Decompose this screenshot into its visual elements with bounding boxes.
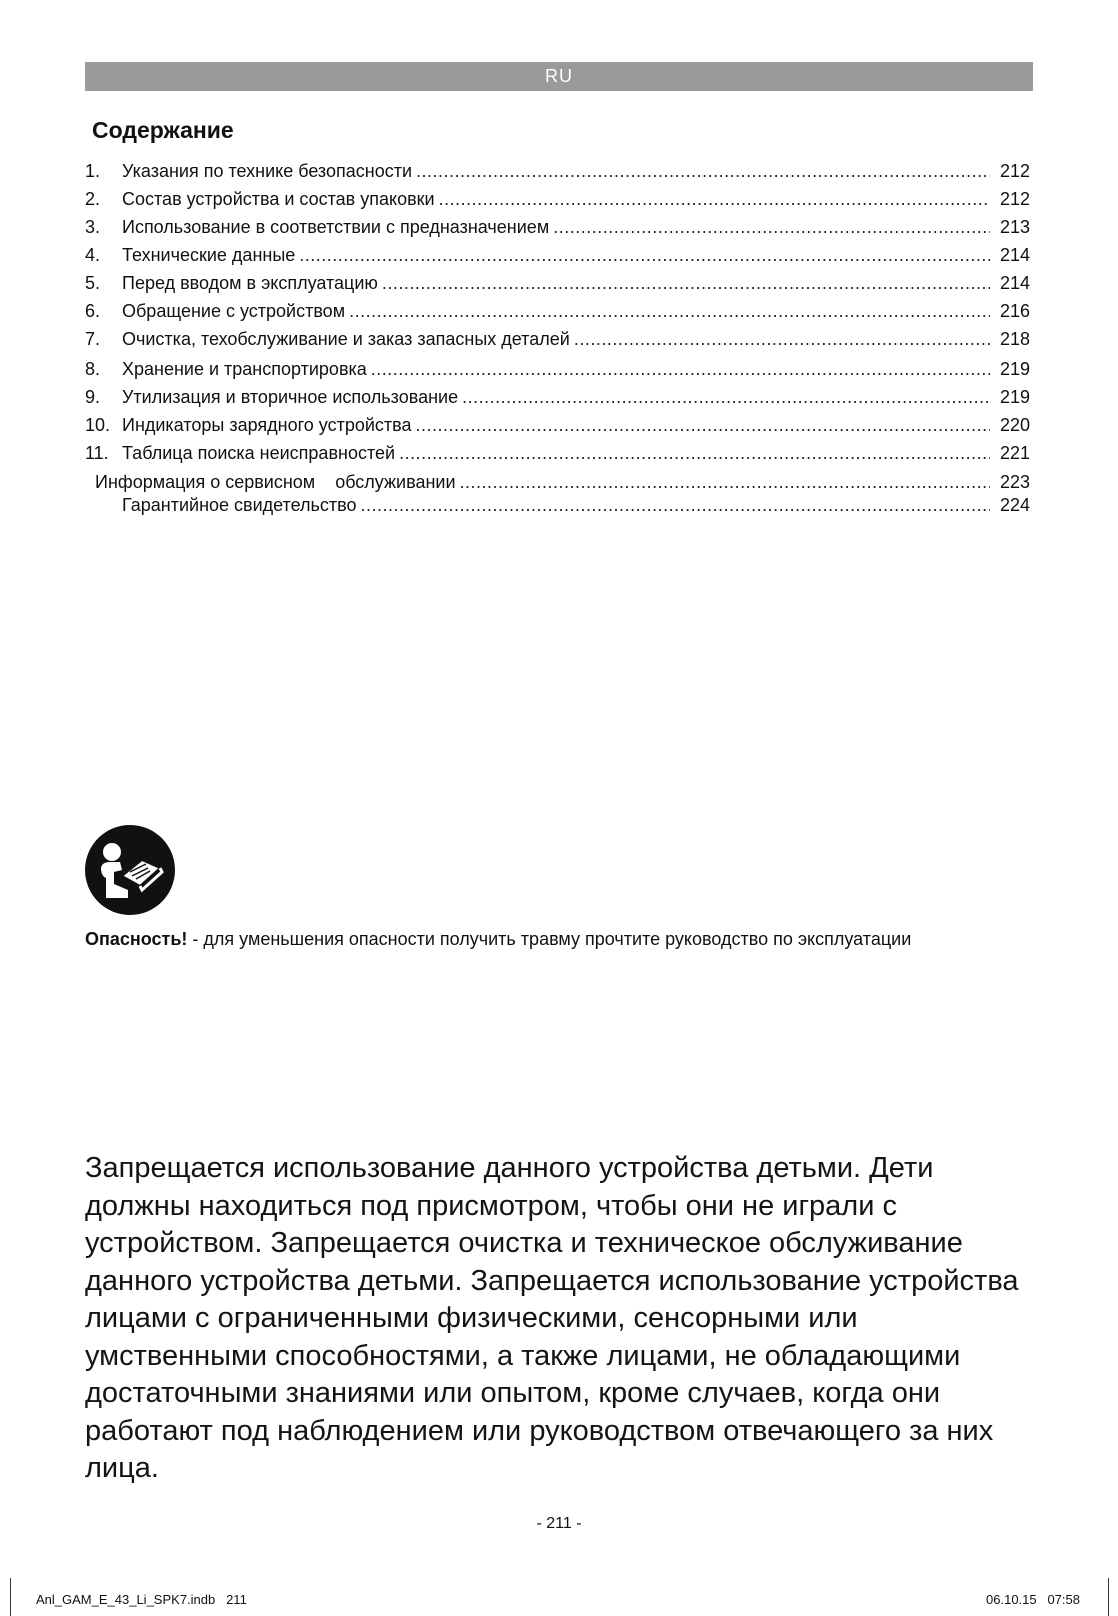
toc-item-page: 212 bbox=[999, 189, 1030, 209]
toc-item-6[interactable] bbox=[85, 300, 1030, 322]
toc-leader-dots bbox=[574, 328, 990, 350]
toc-leader-dots bbox=[399, 442, 990, 464]
toc-item-number: 6. bbox=[85, 301, 101, 321]
toc-item-text: Состав устройства и состав упаковки bbox=[122, 189, 435, 209]
toc-item-2[interactable] bbox=[85, 188, 1030, 210]
toc-leader-dots bbox=[439, 188, 990, 210]
toc-item-text: Очистка, техобслуживание и заказ запасных деталей bbox=[122, 329, 570, 349]
danger-label: Опасность! bbox=[85, 929, 188, 949]
toc-item-4[interactable] bbox=[85, 244, 1030, 266]
toc-title: Содержание bbox=[92, 117, 234, 143]
toc-item-page: 212 bbox=[999, 161, 1030, 181]
toc-item-8[interactable] bbox=[85, 358, 1030, 380]
toc-item-1[interactable] bbox=[85, 160, 1030, 182]
toc-item-9[interactable] bbox=[85, 386, 1030, 408]
toc-leader-dots bbox=[460, 471, 990, 493]
toc-item-page: 220 bbox=[999, 415, 1030, 435]
toc-item-text: Индикаторы зарядного устройства bbox=[122, 415, 412, 435]
toc-item-page: 216 bbox=[999, 301, 1030, 321]
toc-item-text: Гарантийное свидетельство bbox=[122, 495, 357, 515]
toc-item-text: Таблица поиска неисправностей bbox=[122, 443, 396, 463]
toc-item-page: 214 bbox=[999, 245, 1030, 265]
toc-item-text: Перед вводом в эксплуатацию bbox=[122, 273, 378, 293]
toc-item-7[interactable] bbox=[85, 328, 1030, 350]
children-warning: Запрещается использование данного устройства детьми. Дети должны находиться под присмотром, чтобы они не играли с устройством. Запрещается очистка и техническое обслуживание данного устройства детьми. Запрещается использование устройства лицами с ограниченными физическими, сенсорными или умственными способностями, а также лицами, не обладающими достаточными знаниями или опытом, кроме случаев, когда они работают под наблюдением или руководством отвечающего за них лица. bbox=[85, 1152, 1019, 1484]
toc-item-number: 5. bbox=[85, 273, 101, 293]
toc-item-text: Хранение и транспортировка bbox=[122, 359, 367, 379]
toc-item-number: 11. bbox=[85, 443, 109, 463]
toc-item-number: 9. bbox=[85, 387, 101, 407]
toc-item-text: Технические данные bbox=[122, 245, 296, 265]
toc-item-3[interactable] bbox=[85, 216, 1030, 238]
toc-leader-dots bbox=[299, 244, 990, 266]
toc-item-number: 3. bbox=[85, 217, 101, 237]
language-header-bar bbox=[85, 62, 1033, 91]
toc-leader-dots bbox=[361, 494, 990, 516]
toc-item-text: Использование в соответствии с предназначением bbox=[122, 217, 550, 237]
toc-item-text: Обращение с устройством bbox=[122, 301, 346, 321]
toc-item-text: Указания по технике безопасности bbox=[122, 161, 413, 181]
footer-date: 06.10.15 07:58 bbox=[986, 1592, 1080, 1607]
toc-item-page: 224 bbox=[999, 495, 1030, 515]
toc-item-page: 223 bbox=[999, 472, 1030, 492]
toc-item-text: Утилизация и вторичное использование bbox=[122, 387, 459, 407]
language-code: RU bbox=[545, 66, 573, 86]
footer-file-name: Anl_GAM_E_43_Li_SPK7.indb 211 bbox=[36, 1592, 247, 1607]
toc-item-number: 10. bbox=[85, 415, 111, 435]
toc-item-5[interactable] bbox=[85, 272, 1030, 294]
toc-leader-dots bbox=[553, 216, 990, 238]
toc-item-number: 4. bbox=[85, 245, 101, 265]
toc-leader-dots bbox=[349, 300, 990, 322]
toc-item-number: 7. bbox=[85, 329, 101, 349]
toc-item-page: 219 bbox=[999, 359, 1030, 379]
toc-item-number: 2. bbox=[85, 189, 101, 209]
toc-item-service-info[interactable] bbox=[95, 471, 1030, 493]
toc-item-warranty[interactable] bbox=[122, 494, 1030, 516]
page-number: - 211 - bbox=[536, 1515, 582, 1532]
toc-leader-dots bbox=[382, 272, 990, 294]
toc-item-page: 213 bbox=[999, 217, 1030, 237]
toc-leader-dots bbox=[416, 160, 990, 182]
danger-text: - для уменьшения опасности получить травму прочтите руководство по эксплуатации bbox=[187, 929, 912, 949]
toc-item-number: 1. bbox=[85, 161, 101, 181]
toc-item-page: 218 bbox=[999, 329, 1030, 349]
toc-item-number: 8. bbox=[85, 359, 101, 379]
toc-leader-dots bbox=[462, 386, 990, 408]
toc-leader-dots bbox=[371, 358, 990, 380]
crop-mark-left bbox=[10, 1578, 11, 1616]
toc-item-10[interactable] bbox=[85, 414, 1030, 436]
toc-item-page: 214 bbox=[999, 273, 1030, 293]
toc-item-page: 219 bbox=[999, 387, 1030, 407]
read-manual-icon bbox=[84, 824, 176, 916]
toc-item-page: 221 bbox=[999, 443, 1030, 463]
toc-leader-dots bbox=[416, 414, 990, 436]
danger-notice bbox=[85, 926, 985, 952]
toc-item-11[interactable] bbox=[85, 442, 1030, 464]
crop-mark-right bbox=[1108, 1578, 1109, 1616]
toc-item-text: Информация о сервисном обслуживании bbox=[95, 472, 456, 492]
